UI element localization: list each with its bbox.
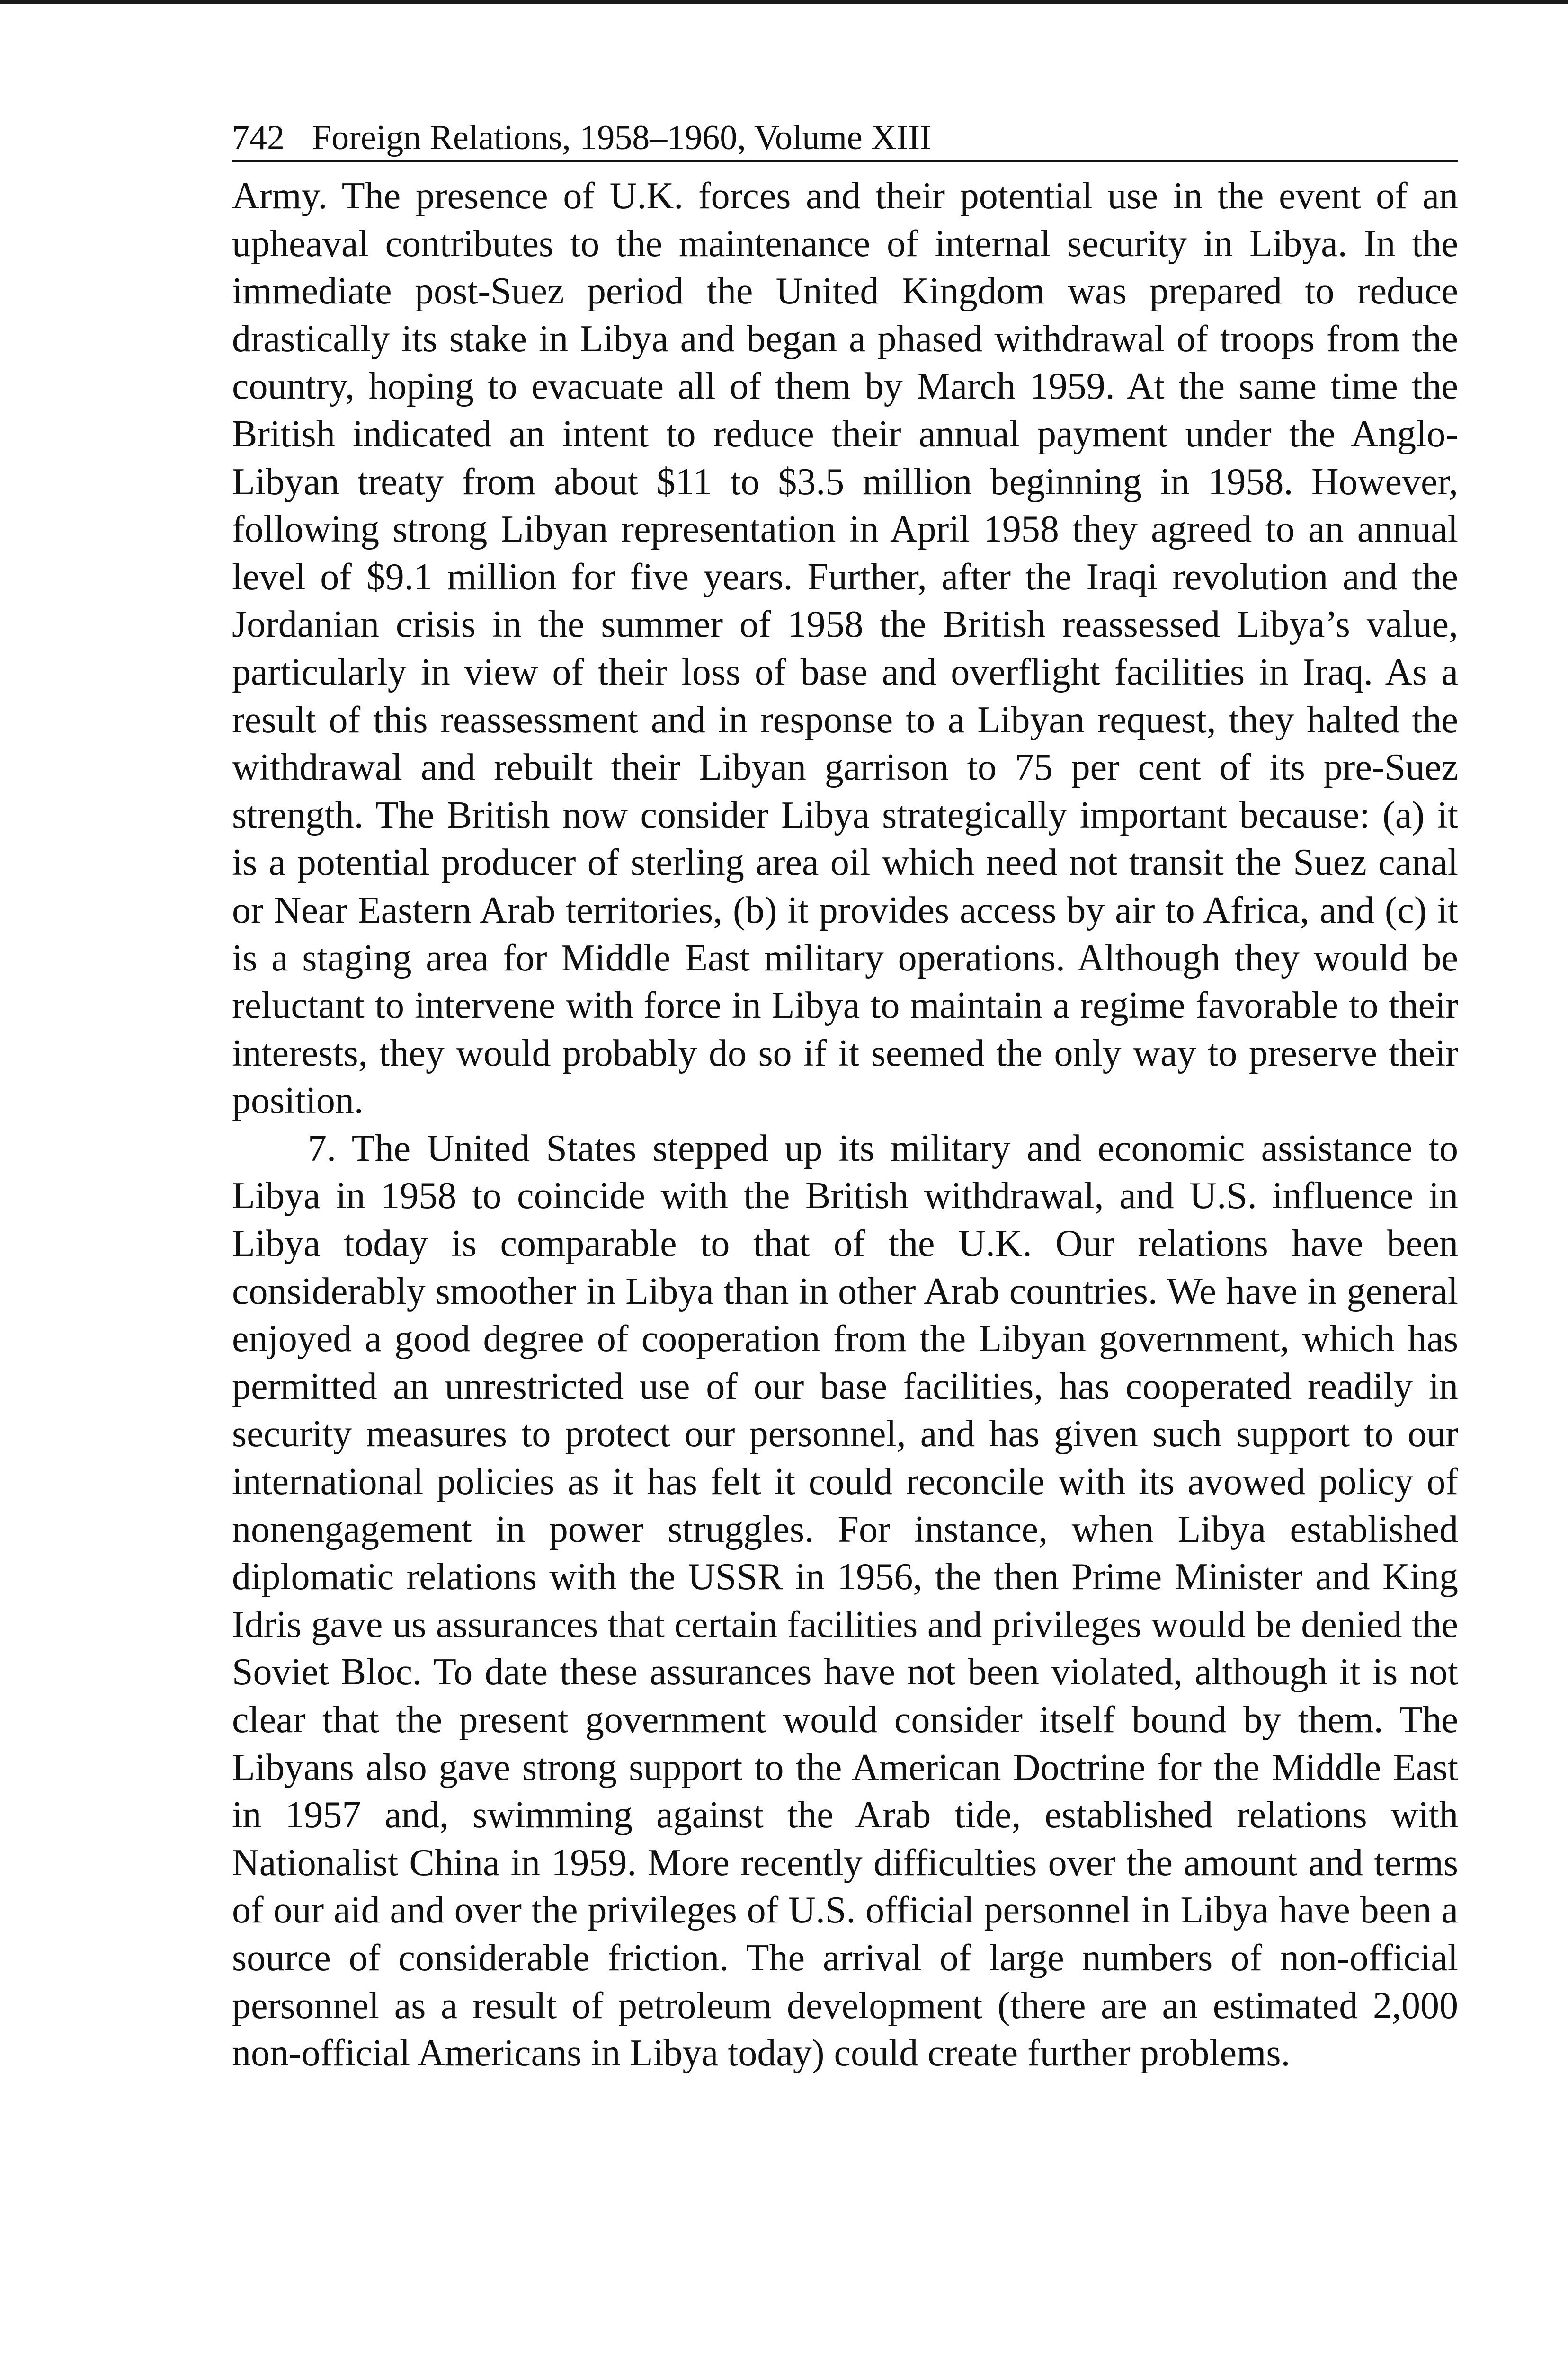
document-page xyxy=(232,116,1458,2077)
running-title: Foreign Relations, 1958–1960, Volume XIII xyxy=(312,118,932,157)
scan-top-border xyxy=(0,0,1568,4)
paragraph-7: 7. The United States stepped up its military and economic assistance to Libya in 1958 to coincide with the British withdrawal, and U.S. influence in Libya today is comparable to that of the U.K. Our relations have been considerably smoother in Libya than in other Arab countries. We have in general enjoyed a good degree of cooperation from the Libyan government, which has permitted an unrestricted use of our base facilities, has cooperated readily in security measures to protect our personnel, and has given such support to our international policies as it has felt it could reconcile with its avowed policy of nonengagement in power struggles. For instance, when Libya established diplomatic relations with the USSR in 1956, the then Prime Minister and King Idris gave us assurances that certain facilities and privileges would be denied the Soviet Bloc. To date these assurances have not been violated, although it is not clear that the present government would consider itself bound by them. The Libyans also gave strong support to the American Doctrine for the Middle East in 1957 and, swimming against the Arab tide, established relations with Nationalist China in 1959. More recently difficulties over the amount and terms of our aid and over the privileges of U.S. official personnel in Libya have been a source of considerable friction. The arrival of large numbers of non-official personnel as a result of petroleum development (there are an estimated 2,000 non-official Americans in Libya today) could create further problems. xyxy=(232,1127,1458,2074)
page-number: 742 xyxy=(232,118,285,157)
running-header xyxy=(232,116,1458,162)
paragraph-continued: Army. The presence of U.K. forces and their potential use in the event of an upheaval contributes to the maintenance of internal security in Libya. In the immediate post-Suez period the United Kingdom was prepared to reduce drastically its stake in Libya and began a phased withdrawal of troops from the country, hoping to evacuate all of them by March 1959. At the same time the British indicated an intent to reduce their annual payment under the Anglo-Libyan treaty from about $11 to $3.5 million beginning in 1958. However, following strong Libyan representation in April 1958 they agreed to an annual level of $9.1 million for five years. Further, after the Iraqi revolution and the Jordanian crisis in the summer of 1958 the British reassessed Libya’s value, particularly in view of their loss of base and overflight facilities in Iraq. As a result of this reassessment and in response to a Libyan request, they halted the withdrawal and rebuilt their Libyan garrison to 75 per cent of its pre-Suez strength. The British now consider Libya strategically important because: (a) it is a potential producer of sterling area oil which need not transit the Suez canal or Near Eastern Arab territories, (b) it provides access by air to Africa, and (c) it is a staging area for Middle East military operations. Although they would be reluctant to intervene with force in Libya to maintain a regime favorable to their interests, they would probably do so if it seemed the only way to preserve their position. xyxy=(232,175,1458,1122)
body-text xyxy=(232,172,1458,2077)
